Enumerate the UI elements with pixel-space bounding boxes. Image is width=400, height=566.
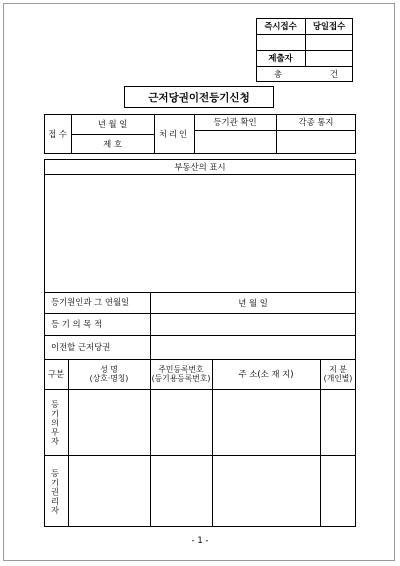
total-label: 총 xyxy=(273,68,283,79)
same-day-receipt-label: 당일접수 xyxy=(312,21,346,32)
form-page xyxy=(3,3,395,561)
receipt-number-label: 제 호 xyxy=(103,139,122,150)
form-title-box xyxy=(124,86,274,108)
obligee-label: 등기권리자 xyxy=(50,468,61,515)
share-column-header xyxy=(320,360,356,389)
name-column-header xyxy=(68,360,150,389)
notices-label: 각종 통지 xyxy=(298,117,334,128)
cause-and-date-label: 등기원인과 그 연월일 xyxy=(51,297,130,307)
id-column-subtitle: (등기용등록번호) xyxy=(151,373,211,383)
page-number: - 1 - xyxy=(191,534,209,545)
share-column-title: 지 분 xyxy=(329,364,347,374)
receipt-date-label: 년 월 일 xyxy=(97,119,128,130)
purpose-label: 등 기 의 목 적 xyxy=(51,319,103,329)
id-column-title: 주민등록번호 xyxy=(158,364,204,374)
transferred-right-value[interactable] xyxy=(151,336,356,359)
property-section-header: 부동산의 표시 xyxy=(174,161,226,172)
receipt-label: 접 수 xyxy=(48,129,67,140)
cause-date-value[interactable]: 년 월 일 xyxy=(238,297,268,308)
address-column-header: 주 소(소 재 지) xyxy=(238,369,294,380)
purpose-value[interactable] xyxy=(151,314,356,335)
case-unit-label: 건 xyxy=(329,68,339,79)
name-column-title: 성 명 xyxy=(100,364,118,374)
handler-label: 처리인 xyxy=(158,129,190,140)
name-column-subtitle: (상호·명칭) xyxy=(89,373,129,383)
immediate-receipt-label: 즉시접수 xyxy=(264,21,297,32)
id-column-header xyxy=(150,360,212,389)
form-title: 근저당권이전등기신청 xyxy=(148,91,250,104)
obligee-row-fields[interactable] xyxy=(69,456,356,527)
obligor-label: 등기의무자 xyxy=(50,399,61,446)
share-column-subtitle: (개인별) xyxy=(323,373,353,383)
obligor-row-label xyxy=(44,390,68,455)
property-description-area[interactable] xyxy=(45,175,355,292)
registrar-check-label: 등기관 확인 xyxy=(213,117,257,128)
transferred-right-label: 이전할 근저당권 xyxy=(51,342,111,352)
submitter-label: 제출자 xyxy=(268,53,293,64)
obligor-row-fields[interactable] xyxy=(69,390,356,455)
category-column-header: 구분 xyxy=(47,369,65,380)
obligee-row-label xyxy=(44,456,68,527)
